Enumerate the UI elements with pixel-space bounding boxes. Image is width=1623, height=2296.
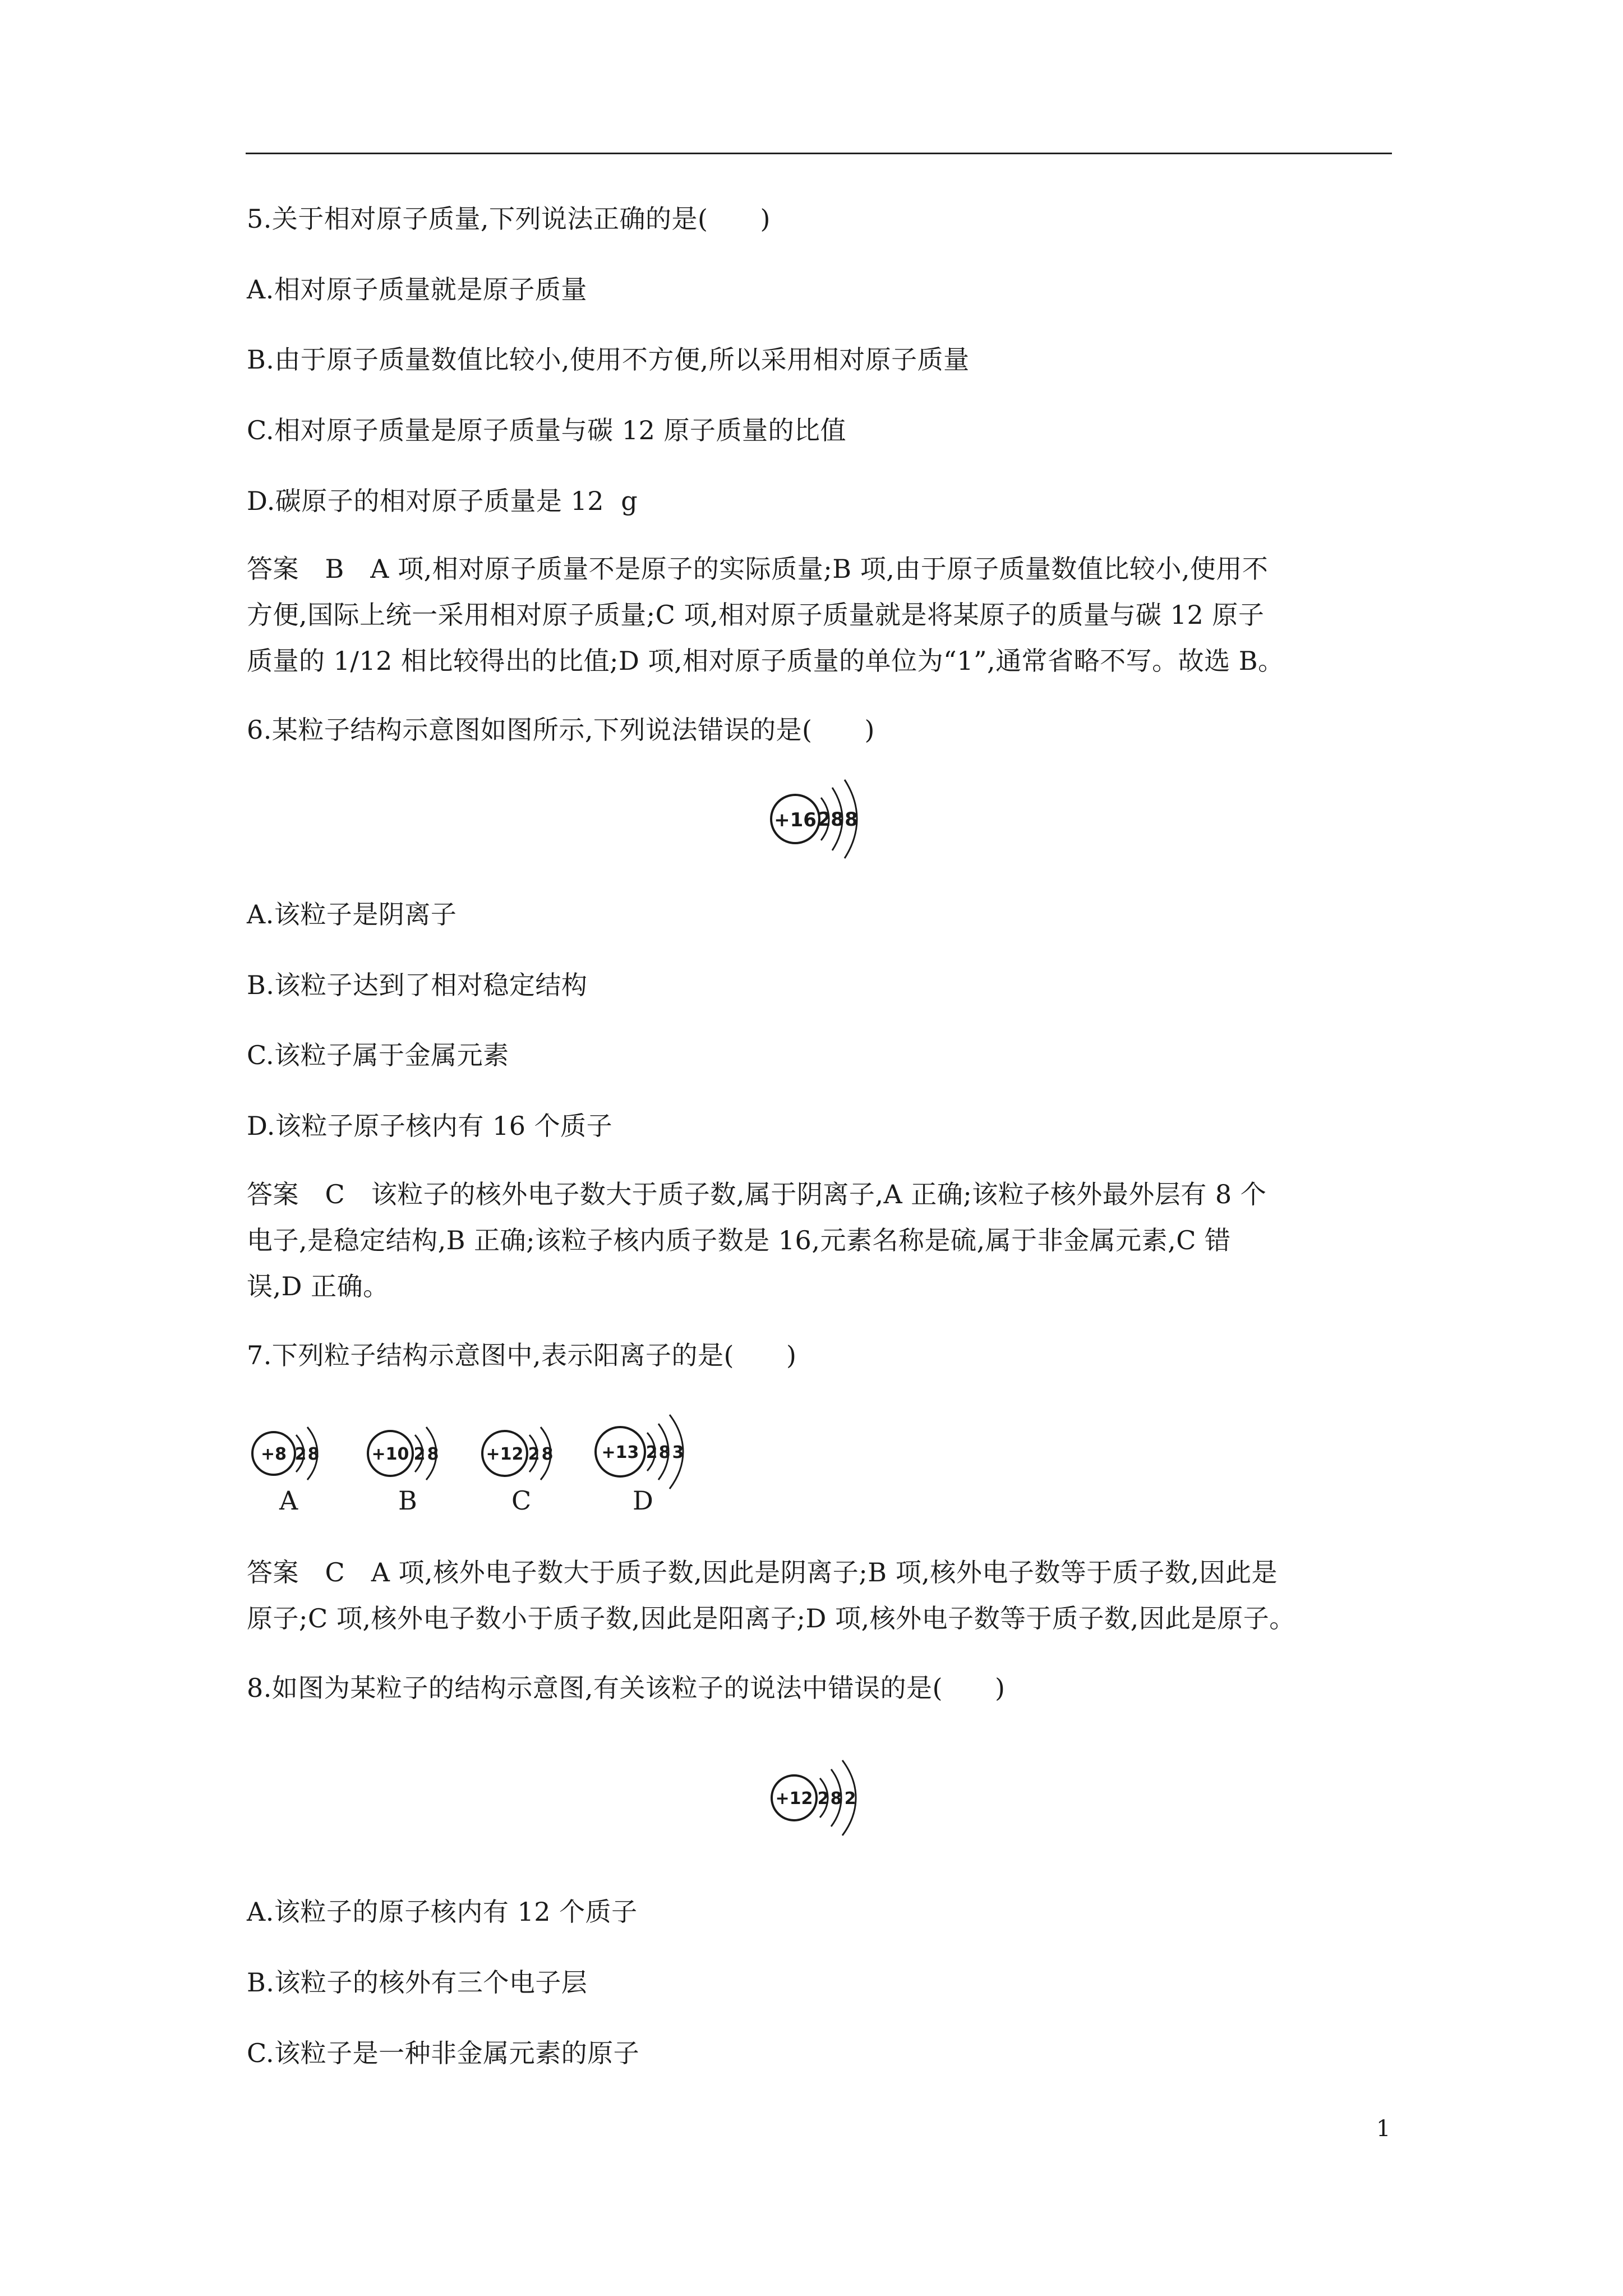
q7-label-b: B [398, 1485, 417, 1516]
q7-label-d: D [633, 1485, 653, 1516]
q6-atom-diagram [767, 774, 868, 864]
shell-electrons: 2 [844, 1789, 856, 1809]
shell-electrons: 2 [818, 808, 831, 831]
q7-answer [247, 1549, 1396, 1641]
q8-option-c: C.该粒子是一种非金属元素的原子 [247, 2038, 640, 2068]
q7-diagram-a [248, 1417, 338, 1490]
shell-electrons: 2 [645, 1443, 658, 1462]
nucleus-charge: +8 [260, 1444, 287, 1464]
q6-option-d: D.该粒子原子核内有 16 个质子 [247, 1111, 613, 1141]
shell-electrons: 8 [658, 1443, 671, 1462]
shell-electrons: 8 [830, 1789, 842, 1809]
q6-option-a: A.该粒子是阴离子 [247, 899, 457, 930]
nucleus-charge: +10 [371, 1444, 409, 1464]
q5-answer-line: 质量的 1/12 相比较得出的比值;D 项,相对原子质量的单位为“1”,通常省略不写。故选 B。 [247, 646, 1284, 676]
shell-electrons: 8 [427, 1444, 439, 1464]
q6-option-b: B.该粒子达到了相对稳定结构 [247, 970, 588, 1000]
nucleus-charge: +12 [486, 1444, 524, 1464]
q7-label-a: A [279, 1485, 298, 1516]
q5-option-d: D.碳原子的相对原子质量是 12 g [247, 486, 638, 516]
shell-electrons: 2 [817, 1789, 829, 1809]
q6-answer-line: 电子,是稳定结构,B 正确;该粒子核内质子数是 16,元素名称是硫,属于非金属元素,C 错 [247, 1225, 1231, 1255]
nucleus-charge: +16 [774, 809, 817, 831]
q5-stem: 5.关于相对原子质量,下列说法正确的是( ) [247, 204, 771, 234]
q5-option-a: A.相对原子质量就是原子质量 [247, 274, 587, 305]
q6-stem: 6.某粒子结构示意图如图所示,下列说法错误的是( ) [247, 715, 875, 745]
shell-electrons: 2 [528, 1444, 540, 1464]
q7-stem: 7.下列粒子结构示意图中,表示阳离子的是( ) [247, 1340, 797, 1370]
shell-electrons: 2 [413, 1444, 426, 1464]
q5-answer-line: 答案 B A 项,相对原子质量不是原子的实际质量;B 项,由于原子质量数值比较小,使用不 [247, 554, 1269, 584]
q5-answer [247, 546, 1396, 684]
q7-diagram-d [591, 1408, 703, 1492]
nucleus-charge: +13 [601, 1443, 639, 1462]
shell-electrons: 8 [307, 1444, 320, 1464]
q7-answer-line: 答案 C A 项,核外电子数大于质子数,因此是阴离子;B 项,核外电子数等于质子数,因此是 [247, 1557, 1278, 1588]
header-rule [246, 153, 1392, 154]
shell-electrons: 8 [831, 808, 844, 831]
q5-answer-line: 方便,国际上统一采用相对原子质量;C 项,相对原子质量就是将某原子的质量与碳 12 原子 [247, 600, 1265, 630]
q8-option-a: A.该粒子的原子核内有 12 个质子 [247, 1897, 638, 1927]
q6-answer-line: 答案 C 该粒子的核外电子数大于质子数,属于阴离子,A 正确;该粒子核外最外层有 8 个 [247, 1179, 1267, 1209]
q5-option-b: B.由于原子质量数值比较小,使用不方便,所以采用相对原子质量 [247, 344, 970, 375]
q7-answer-line: 原子;C 项,核外电子数小于质子数,因此是阳离子;D 项,核外电子数等于质子数,因此是原子。 [247, 1603, 1295, 1634]
q7-diagram-c [478, 1417, 573, 1490]
q6-option-c: C.该粒子属于金属元素 [247, 1040, 509, 1070]
shell-electrons: 3 [672, 1443, 684, 1462]
q7-label-c: C [511, 1485, 532, 1516]
shell-electrons: 8 [845, 808, 858, 831]
page-number: 1 [1376, 2116, 1391, 2142]
q8-atom-diagram [766, 1756, 867, 1840]
q6-answer-line: 误,D 正确。 [247, 1271, 389, 1301]
shell-electrons: 2 [294, 1444, 307, 1464]
nucleus-charge: +12 [775, 1789, 813, 1809]
q8-stem: 8.如图为某粒子的结构示意图,有关该粒子的说法中错误的是( ) [247, 1673, 1006, 1703]
q5-option-c: C.相对原子质量是原子质量与碳 12 原子质量的比值 [247, 415, 846, 445]
shell-electrons: 8 [541, 1444, 554, 1464]
q6-answer [247, 1171, 1396, 1309]
q8-option-b: B.该粒子的核外有三个电子层 [247, 1967, 588, 1998]
q7-diagram-b [363, 1417, 459, 1490]
